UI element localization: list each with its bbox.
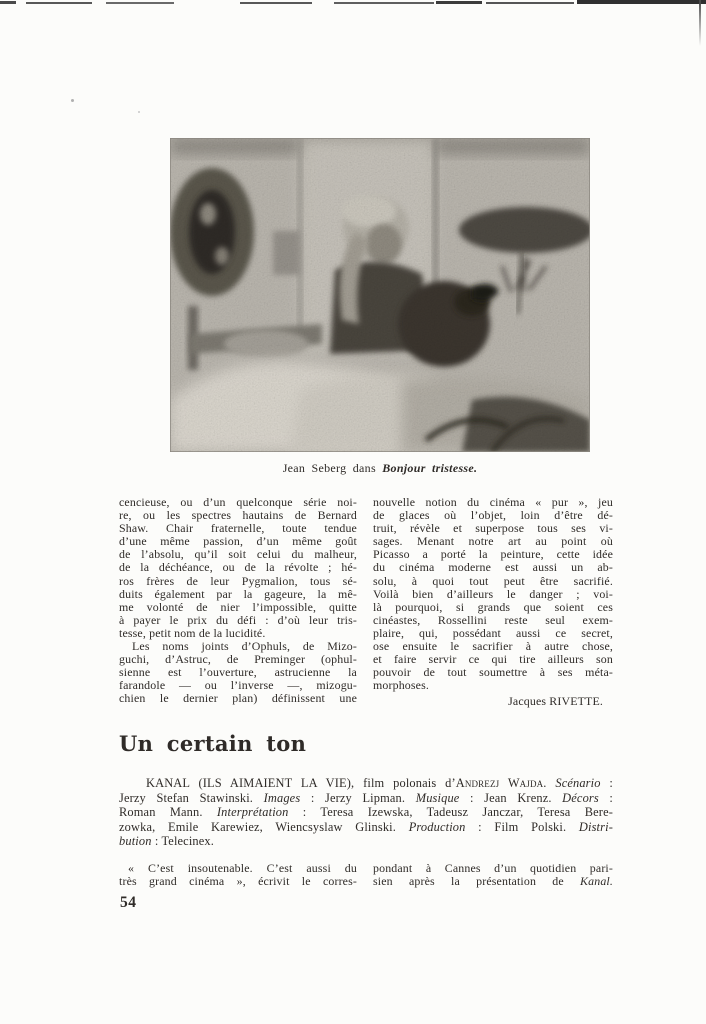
photo-illustration — [170, 138, 590, 452]
film-credits — [119, 776, 613, 849]
text-line: guchi, d’Astruc, de Preminger (ophul- — [119, 652, 357, 667]
scan-artifact — [26, 2, 92, 4]
text-line: de l’absolu, qu’il soit celui du malheur, — [119, 547, 357, 562]
scan-artifact — [334, 2, 434, 4]
text-line: à payer le prix du défi : d’où leur tris- — [119, 612, 357, 627]
text-line: du cinéma moderne est aussi un ab- — [373, 560, 613, 575]
text-line: solu, à quoi tout peut être sacrifié. — [373, 573, 613, 588]
text-line: d’une même passion, d’un même goût — [119, 534, 357, 549]
text-line: pondant à Cannes d’un quotidien pari- — [373, 861, 613, 875]
text-line: Shaw. Chair fraternelle, toute tendue — [119, 521, 357, 536]
text-line: cinéastes, Rossellini reste seul exem- — [373, 612, 613, 627]
text-line: ros frères de leur Pygmalion, tous sé- — [119, 573, 357, 588]
scan-artifact — [486, 2, 574, 4]
credits-line: bution : Telecinex. — [119, 834, 215, 849]
scan-artifact — [0, 1, 16, 4]
text-line: duits également par la gageure, la mê- — [119, 586, 357, 601]
section-heading: Un certain ton — [119, 731, 307, 756]
text-line: pouvoir de tout soumettre à ses méta- — [373, 665, 613, 680]
text-line: ose ensuite le sacrifier à autre chose, — [373, 639, 613, 654]
article-right-column — [373, 496, 613, 709]
credits-line: Roman Mann. Interprétation : Teresa Izewska, Tadeusz Janczar, Teresa Bere- — [119, 805, 613, 820]
text-line: et faire servir ce qui tire ailleurs son — [373, 652, 613, 667]
photo-caption: Jean Seberg dans Bonjour tristesse. — [282, 461, 478, 475]
text-line: de la déchéance, ou de la révolte ; hé- — [119, 560, 357, 575]
text-line: Picasso a porté la peinture, cette idée — [373, 547, 613, 562]
scan-artifact-page-edge — [699, 0, 701, 46]
scan-artifact-speck — [138, 111, 140, 113]
text-line: de glaces où l’objet, loin d’être dé- — [373, 508, 613, 523]
scan-artifact — [106, 2, 174, 4]
credits-line: KANAL (ILS AIMAIENT LA VIE), film polonais d’Andrezj Wajda. Scénario : — [146, 776, 613, 790]
text-line: sien après la présentation de Kanal. — [373, 874, 613, 889]
text-line: sages. Menant notre art au point où — [373, 534, 613, 549]
photo-jean-seberg — [170, 138, 590, 452]
text-line: truit, révèle et superpose tous ses vi- — [373, 521, 613, 536]
scan-artifact — [240, 2, 312, 4]
text-line: farandole — ou l’inverse —, mizogu- — [119, 678, 357, 693]
text-line: morphoses. — [373, 678, 429, 693]
scan-artifact-speck — [71, 99, 74, 102]
text-line: cencieuse, ou d’un quelconque série noi- — [119, 495, 357, 509]
text-line: « C’est insoutenable. C’est aussi du — [128, 861, 357, 875]
author-signature: Jacques RIVETTE. — [508, 694, 603, 709]
page-number: 54 — [120, 894, 137, 911]
text-line: re, ou les spectres hautains de Bernard — [119, 508, 357, 523]
intro-left-column — [119, 862, 357, 888]
text-line: plaire, qui, possédant aussi ce secret, — [373, 625, 613, 640]
text-line: sienne est l’ouverture, astrucienne la — [119, 665, 357, 680]
credits-line: Jerzy Stefan Stawinski. Images : Jerzy Lipman. Musique : Jean Krenz. Décors : — [119, 790, 614, 805]
credits-line: zowka, Emile Karewiez, Wiencsyslaw Glinski. Production : Film Polski. Distri- — [119, 819, 613, 834]
text-line: nouvelle notion du cinéma « pur », jeu — [373, 495, 613, 509]
text-line: tesse, petit nom de la lucidité. — [119, 625, 266, 640]
text-line: très grand cinéma », écrivit le corres- — [119, 874, 357, 889]
text-line: Voilà bien d’ailleurs le danger ; voi- — [373, 586, 613, 601]
intro-right-column — [373, 862, 613, 888]
article-left-column — [119, 496, 357, 706]
text-line: me volonté de nier l’impossible, quitte — [119, 599, 357, 614]
text-line: là pourquoi, si grands que soient ces — [373, 599, 613, 614]
scan-artifact — [436, 1, 482, 4]
text-line: Les noms joints d’Ophuls, de Mizo- — [132, 639, 357, 654]
scan-artifact — [577, 0, 706, 4]
text-line: chien le dernier plan) définissent une — [119, 691, 357, 706]
